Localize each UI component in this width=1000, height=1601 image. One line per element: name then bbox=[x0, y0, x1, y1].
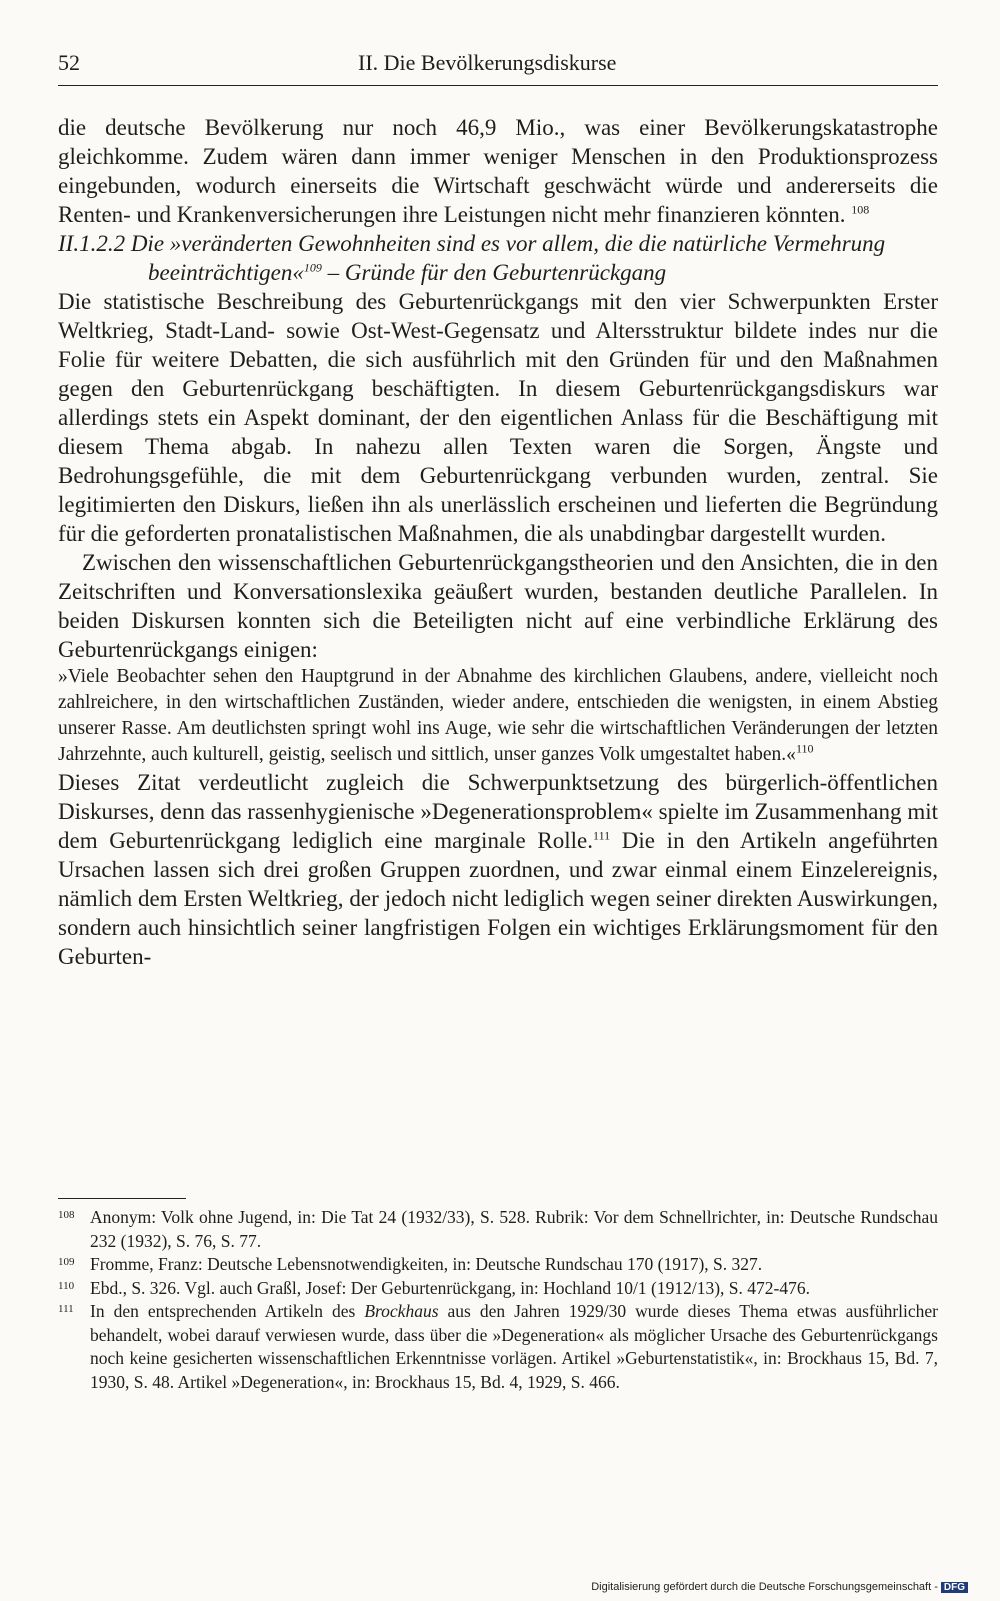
main-text bbox=[58, 113, 938, 971]
running-head bbox=[58, 50, 938, 84]
header-rule bbox=[58, 85, 938, 86]
dfg-logo: DFG bbox=[941, 1582, 968, 1593]
footnote-ref-111[interactable]: 111 bbox=[593, 828, 611, 843]
footnote-109 bbox=[58, 1253, 938, 1277]
paragraph-4-text-b: Die in den Artikeln angeführten Ursachen lassen sich drei großen Gruppen zuordnen, und zwar einmal einem Einzelereignis, nämlich dem Ersten Weltkrieg, der jedoch nicht lediglich wegen seiner direkten Auswirkungen, sondern auch hinsichtlich seiner langfristigen Folgen ein wichtiges Erklärungsmoment für den Geburten- bbox=[58, 828, 938, 969]
footnote-italic-title: Brockhaus bbox=[364, 1301, 439, 1321]
footnote-ref-108[interactable]: 108 bbox=[851, 202, 870, 217]
footnote-ref-110[interactable]: 110 bbox=[795, 741, 814, 756]
footnote-text: In den entsprechenden Artikeln des bbox=[90, 1301, 365, 1321]
paragraph-2: Die statistische Beschreibung des Geburtenrückgangs mit den vier Schwerpunkten Erster Weltkrieg, Stadt-Land- sowie Ost-West-Gegensatz und Altersstruktur bildete indes nur die Folie für weitere Debatten, die sich ausführlich mit den Gründen für und den Maßnahmen gegen den Geburtenrückgang beschäftigten. In diesem Geburtenrückgangsdiskurs war allerdings stets ein Aspekt dominant, der den eigentlichen Anlass für die Beschäftigung mit diesem Thema abgab. In nahezu allen Texten waren die Sorgen, Ängste und Bedrohungsgefühle, die mit dem Geburtenrückgang verbunden wurden, zentral. Sie legitimierten den Diskurs, ließen ihn als unerlässlich erscheinen und lieferten die Begründung für die geforderten pronatalistischen Maßnahmen, die als unabdingbar dargestellt wurden. bbox=[58, 289, 938, 546]
footnote-text: Fromme, Franz: Deutsche Lebensnotwendigkeiten, in: Deutsche Rundschau 170 (1917), S. 327. bbox=[90, 1254, 763, 1274]
block-quote bbox=[58, 664, 938, 768]
dfg-watermark bbox=[591, 1581, 968, 1593]
paragraph-1-text: die deutsche Bevölkerung nur noch 46,9 Mio., was einer Bevölkerungskatastrophe gleichkomme. Zudem wären dann immer weniger Menschen in den Produktionsprozess eingebunden, wodurch einerseits die Wirtschaft geschwächt würde und andererseits die Renten- und Krankenversicherungen ihre Leistungen nicht mehr finanzieren könnten. bbox=[58, 115, 938, 227]
footnote-number: 110 bbox=[58, 1279, 75, 1292]
footnote-108 bbox=[58, 1206, 938, 1253]
section-heading-text: II.1.2.2 Die »veränderten Gewohnheiten sind es vor allem, die die natürliche Vermehrung beeinträchtigen« bbox=[58, 231, 886, 285]
footnotes bbox=[58, 1206, 938, 1394]
page-number: 52 bbox=[58, 50, 80, 75]
footnote-text-continued: aus den Jahren 1929/30 wurde dieses Thema etwas ausführlicher behandelt, wobei darauf verwiesen wurde, dass über die »Degeneration« als möglicher Ursache des Geburtenrückgangs noch keine gesicherten wissenschaftlichen Erkenntnisse vorlägen. Artikel »Geburtenstatistik«, in: Brockhaus 15, Bd. 7, 1930, S. 48. Artikel »Degeneration«, in: Brockhaus 15, Bd. 4, 1929, S. 466. bbox=[90, 1301, 938, 1392]
footnote-number: 111 bbox=[58, 1303, 74, 1315]
footnote-ref-109[interactable]: 109 bbox=[303, 260, 322, 275]
paragraph-4 bbox=[58, 768, 938, 971]
section-heading-tail: – Gründe für den Geburtenrückgang bbox=[321, 260, 667, 285]
block-quote-text: »Viele Beobachter sehen den Hauptgrund in der Abnahme des kirchlichen Glaubens, andere, vielleicht noch zahlreichere, in den wirtschaftlichen Zuständen, wieder andere, entschieden die wenigsten, in einem Abstieg unserer Rasse. Am deutlichsten springt wohl ins Auge, wie sehr die wirtschaftlichen Veränderungen der letzten Jahrzehnte, auch kulturell, geistig, seelisch und sittlich, unser ganzes Volk umgestaltet haben.« bbox=[58, 666, 938, 765]
running-title: II. Die Bevölkerungsdiskurse bbox=[358, 50, 617, 75]
footnote-number: 109 bbox=[58, 1256, 75, 1268]
footnote-110 bbox=[58, 1277, 938, 1301]
watermark-text: Digitalisierung gefördert durch die Deutsche Forschungsgemeinschaft - bbox=[591, 1581, 938, 1593]
footnote-rule bbox=[58, 1198, 186, 1199]
footnote-text: Ebd., S. 326. Vgl. auch Graßl, Josef: Der Geburtenrückgang, in: Hochland 10/1 (1912/13), S. 472-476. bbox=[90, 1277, 810, 1298]
section-heading bbox=[58, 229, 938, 287]
paragraph-4-text-a: Dieses Zitat verdeutlicht zugleich die Schwerpunktsetzung des bürgerlich-öffentlichen Diskurses, denn das rassenhygienische »Degenerationsproblem« spielte im Zusammenhang mit dem Geburtenrückgang lediglich eine marginale Rolle. bbox=[58, 770, 938, 853]
paragraph-3: Zwischen den wissenschaftlichen Geburtenrückgangstheorien und den Ansichten, die in den Zeitschriften und Konversationslexika geäußert wurden, bestanden deutliche Parallelen. In beiden Diskursen konnten sich die Beteiligten nicht auf eine verbindliche Erklärung des Geburtenrückgangs einigen: bbox=[58, 550, 938, 662]
paragraph-1 bbox=[58, 113, 938, 229]
footnote-number: 108 bbox=[58, 1209, 75, 1221]
footnote-text: Anonym: Volk ohne Jugend, in: Die Tat 24 (1932/33), S. 528. Rubrik: Vor dem Schnellrichter, in: Deutsche Rundschau 232 (1932), S. 76, S. 77. bbox=[90, 1207, 938, 1251]
footnote-111 bbox=[58, 1300, 938, 1394]
